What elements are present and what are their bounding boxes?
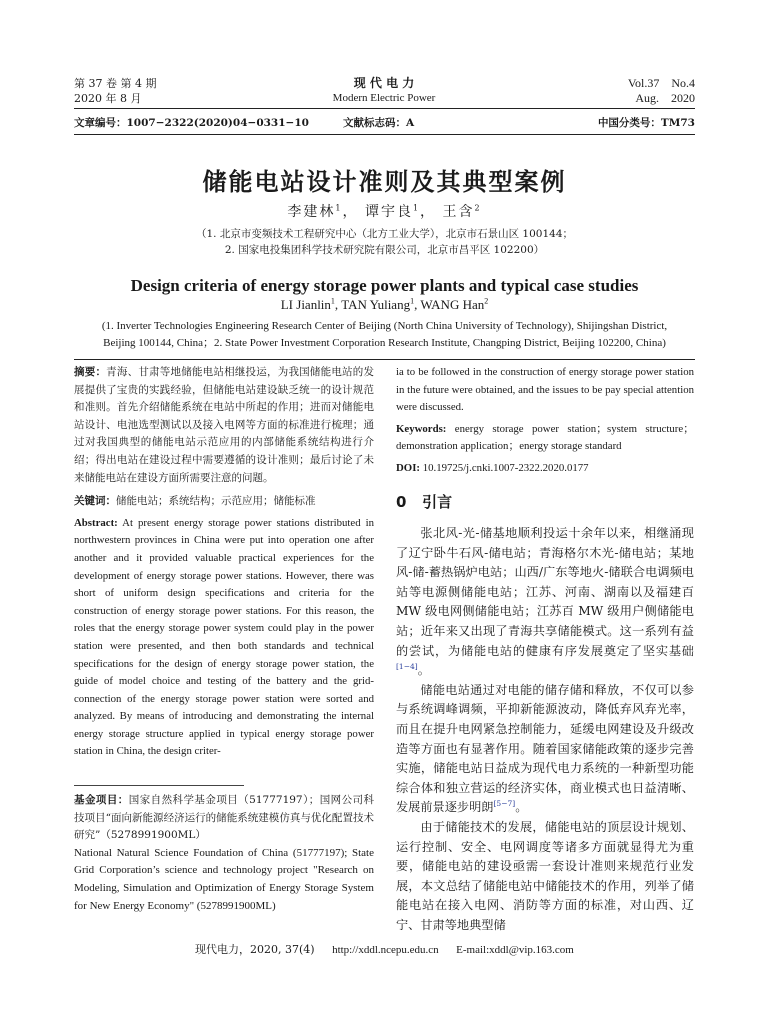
document-code: 文献标志码：A: [343, 117, 415, 129]
paragraph-end: 。: [515, 800, 528, 815]
section-number: 0: [396, 493, 407, 511]
header-rule: [74, 108, 695, 109]
affiliation-line: （1. 北京市变频技术工程研究中心（北方工业大学），北京市石景山区 100144；: [195, 228, 574, 240]
funding-en: National Natural Science Foundation of China (51777197); State Grid Corporation’s science and technology project "Research on Modeling, Simulation and Optimization of Energy Storage System for New Energy Economy" (5278991900ML): [74, 846, 374, 912]
keywords-en-label: Keywords:: [396, 422, 447, 435]
issue-info-en: [628, 76, 695, 106]
funding-footnote: [74, 792, 374, 915]
keywords-en: [396, 421, 694, 456]
left-column: [74, 364, 374, 761]
abstract-en-continued: ia to be followed in the construction of energy storage power station in the future were obtained, and the issues to be pay special attention were discussed.: [396, 366, 694, 413]
section-heading: [396, 491, 694, 512]
issue-number: 第 37 卷 第 4 期: [74, 77, 157, 90]
article-number: 文章编号：1007−2322(2020)04−0331−10: [74, 117, 309, 129]
affiliation-line: 2. 国家电投集团科学技术研究院有限公司，北京市昌平区 102200）: [224, 244, 545, 256]
intro-paragraph: [396, 818, 694, 936]
affiliation-line: (1. Inverter Technologies Engineering Research Center of Beijing (North China University of Technology), Shijingshan District,: [101, 320, 668, 332]
keywords-cn-label: 关键词：: [74, 495, 116, 508]
intro-paragraph: [396, 524, 694, 681]
doi: [396, 460, 694, 478]
footer-email[interactable]: E-mail:xddl@vip.163.com: [456, 944, 574, 956]
separator: ,: [414, 297, 418, 312]
paper-title-cn: 储能电站设计准则及其典型案例: [202, 168, 567, 196]
right-column: [396, 364, 694, 935]
footer-url[interactable]: http://xddl.ncepu.edu.cn: [332, 944, 439, 956]
paragraph-text: 张北风-光-储基地顺利投运十余年以来，相继涌现了辽宁卧牛石风-储电站；青海格尔木光-储电站；某地风-储-蓄热锅炉电站；山西/广东等地火-储联合电调频电站等电源侧储能电站；江苏、河南、湖南以及福建百 MW 级电网侧储能电站；江苏百 MW 级用户侧储能电站；近年来又出现了青海共享储能模式。这一系列有益的尝试，为储能电站的健康有序发展奠定了坚实基础: [396, 526, 694, 658]
issue-date: 2020 年 8 月: [74, 92, 142, 105]
author-name: 谭宇良: [364, 204, 413, 220]
affiliation-mark: 2: [484, 296, 489, 306]
funding-text-cn: 国家自然科学基金项目（51777197）；国网公司科技项目“面向新能源经济运行的储能系统建模仿真与优化配置技术研究”（5278991900ML）: [74, 794, 375, 842]
keywords-cn-text: 储能电站；系统结构；示范应用；储能标准: [116, 495, 316, 508]
intro-paragraph: [396, 681, 694, 818]
affiliation-mark: 1: [410, 296, 415, 306]
keywords-cn: [74, 493, 374, 511]
introduction-body: [396, 524, 694, 935]
title-block-rule: [74, 359, 695, 360]
author-name: 李建林: [287, 204, 336, 220]
funding-label: 基金项目：: [74, 794, 129, 806]
affiliation-line: Beijing 100144, China；2. State Power Investment Corporation Research Institute, Changping District, Beijing 102200, China): [103, 337, 666, 349]
volume-number: Vol.37 No.4: [627, 76, 695, 90]
citation-link[interactable]: [5−7]: [493, 799, 516, 809]
issue-info-cn: [74, 76, 156, 106]
abstract-en-text: At present energy storage power stations distributed in northwestern provinces in China were put into operation one after another and it provided valuable practical experiences for the development of energy storage power stations. However, there was short of uniform design specifications and criteria for the construction of energy storage power stations. For this reason, the roles that the energy storage power system could play in the power station were presented, and then both standards and technical specifications for the design of energy storage power station, the guide of model choice and testing of the battery and the grid-connection of the energy storage power station were sorted and analyzed. By means of introducing and demonstrating the internal energy storage structure applied in typical energy storage power station in China, the design criter-: [74, 516, 374, 758]
keywords-en-text: energy storage power station；system structure；demonstration application；energy storage standard: [396, 422, 694, 452]
affiliation-mark: 1: [412, 203, 421, 213]
abstract-cn: [74, 364, 374, 487]
abstract-cn-label: 摘要：: [74, 366, 107, 378]
separator: ，: [342, 204, 359, 220]
abstract-cn-text: 青海、甘肃等地储能电站相继投运，为我国储能电站的发展提供了宝贵的实践经验，但储能电站建设缺乏统一的设计规范和准则。首先介绍储能系统在电站中所起的作用；进而对储能电站设计、电池选型测试以及接入电网等方面的标准进行梳理；通过对我国典型的储能电站示范应用的内部储能系统结构进行介绍；得出电站在建设过程中需要遵循的设计准则；最后讨论了未来储能电站在建设方面所需要注意的问题。: [74, 366, 375, 484]
paragraph-text: 由于储能技术的发展，储能电站的顶层设计规划、运行控制、安全、电网调度等诸多方面就显得尤为重要，储能电站的建设亟需一套设计准则来规范行业发展，本文总结了储能电站中储能技术的作用，列举了储能电站在接入电网、消防等方面的标准，对山西、辽宁、甘肃等地典型储: [396, 819, 694, 932]
funding-cn: [74, 792, 374, 845]
journal-name: [284, 76, 484, 106]
abstract-en: [74, 515, 374, 761]
citation-link[interactable]: [1−4]: [396, 662, 418, 672]
author-name: 王含: [442, 204, 475, 220]
journal-name-cn: 现 代 电 力: [353, 76, 415, 90]
affiliations-en: [74, 318, 695, 352]
doi-value: 10.19725/j.cnki.1007-2322.2020.0177: [420, 461, 589, 474]
separator: ，: [420, 204, 437, 220]
author-name: WANG Han: [420, 297, 485, 312]
page-footer: [195, 941, 574, 957]
doi-label: DOI:: [396, 461, 420, 474]
section-title: 引言: [422, 493, 453, 511]
journal-name-en: Modern Electric Power: [332, 92, 436, 104]
paragraph-end: 。: [417, 663, 430, 678]
meta-rule: [74, 134, 695, 135]
issue-date-en: Aug. 2020: [635, 91, 695, 105]
author-name: LI Jianlin: [280, 297, 331, 312]
affiliation-mark: 1: [330, 296, 335, 306]
authors-cn: [74, 201, 695, 221]
classification-number: 中国分类号：TM73: [597, 117, 695, 129]
authors-en: [74, 297, 695, 313]
paper-title-en: Design criteria of energy storage power plants and typical case studies: [130, 276, 639, 295]
separator: ,: [334, 297, 339, 312]
author-name: TAN Yuliang: [341, 297, 411, 312]
affiliations-cn: [74, 226, 695, 258]
abstract-en-label: Abstract:: [74, 516, 118, 529]
affiliation-mark: 2: [474, 203, 482, 213]
affiliation-mark: 1: [335, 203, 343, 213]
footer-journal: 现代电力，2020, 37(4): [195, 943, 315, 956]
paragraph-text: 储能电站通过对电能的储存储和释放，不仅可以参与系统调峰调频，平抑新能源波动，降低弃风弃光率，而且在提升电网紧急控制能力，延缓电网建设及升级改造等方面也有显著作用。随着国家储能政策的逐步完善实施，储能电站日益成为现代电力系统的一种新型功能综合体和独立营运的经济实体，商业模式也日益清晰、发展前景逐步明朗: [396, 682, 694, 815]
footnote-rule: [74, 785, 244, 786]
